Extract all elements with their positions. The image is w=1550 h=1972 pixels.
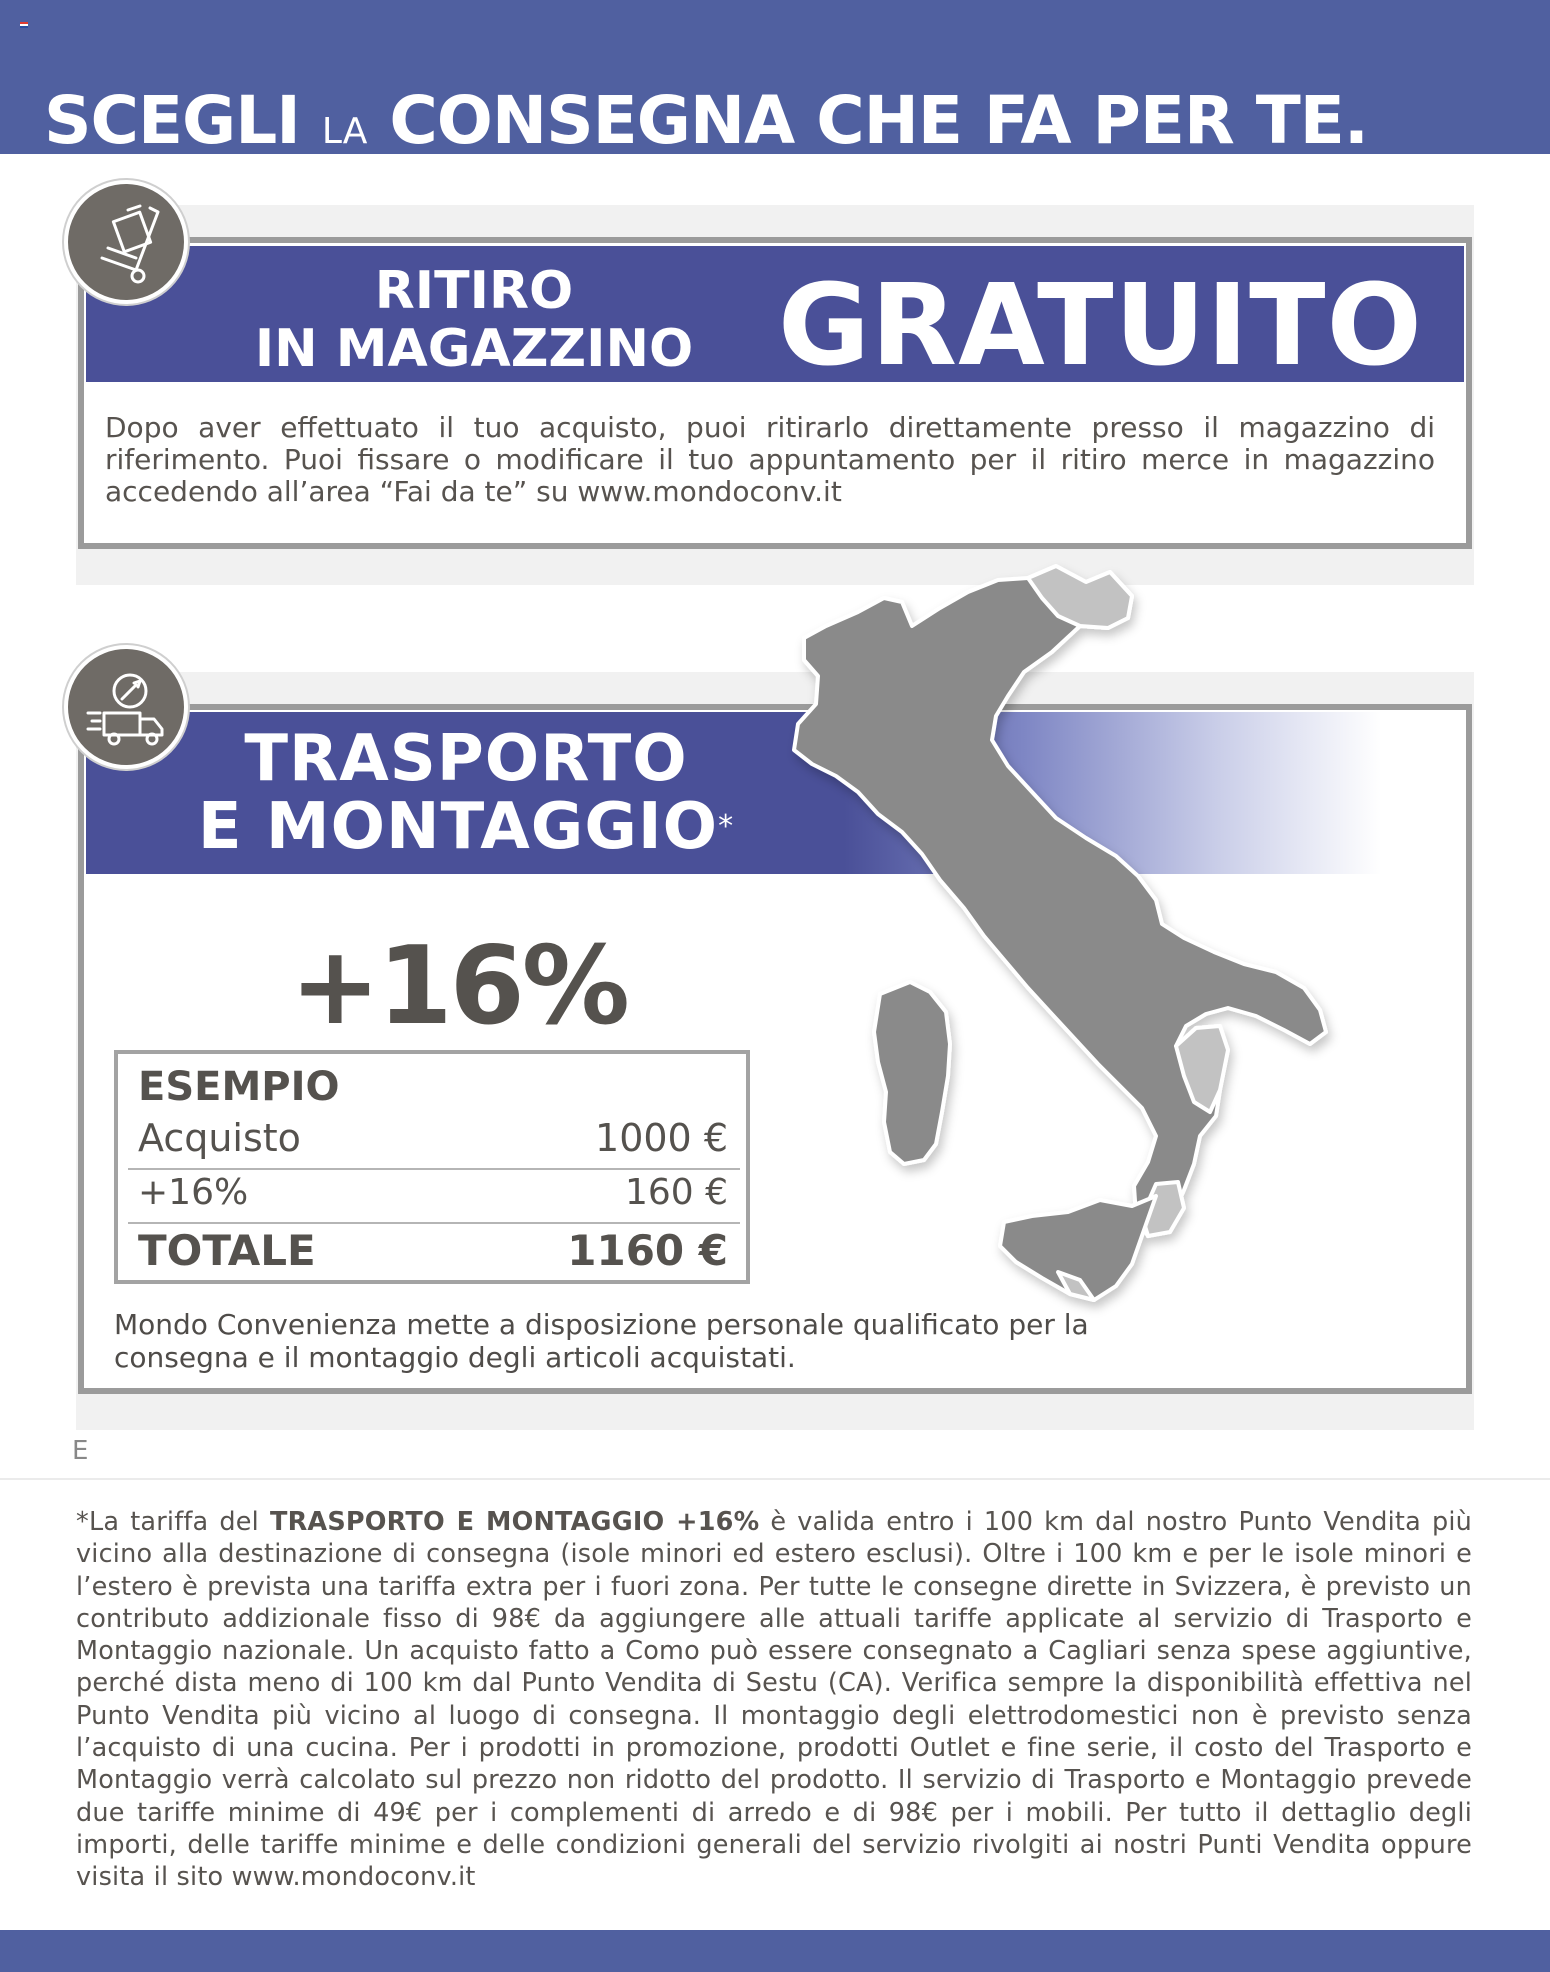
percent-value: +16%: [290, 924, 627, 1049]
row-value: 1160 €: [567, 1226, 728, 1275]
row-divider: [128, 1222, 740, 1224]
headline-part2: CONSEGNA CHE FA PER TE.: [389, 82, 1368, 159]
page-headline: [44, 82, 1368, 159]
footer-band: [0, 1930, 1550, 1972]
italy-map: [780, 556, 1440, 1346]
row-value: 160 €: [624, 1172, 728, 1213]
sardinia-shape: [874, 982, 950, 1164]
table-row: [138, 1116, 728, 1160]
trasporto-title-line1: TRASPORTO: [244, 722, 688, 796]
trasporto-description: Mondo Convenienza mette a disposizione personale qualificato per la consegna e il montaggio degli articoli acquistati.: [114, 1308, 1089, 1374]
ritiro-description: Dopo aver effettuato il tuo acquisto, puoi ritirarlo direttamente presso il magazzino di riferimento. Puoi fissare o modificare il tuo appuntamento per il ritiro merce in magazzino accedendo all’area “Fai da te” su www.mondoconv.it: [105, 411, 1435, 508]
example-table: [114, 1050, 750, 1284]
footnote-intro: *La tariffa del: [76, 1507, 259, 1537]
example-heading-row: [138, 1064, 728, 1110]
footnote-text: è valida entro i 100 km dal nostro Punto Vendita più vicino alla destinazione di consegna (isole minori ed estero esclusi). Oltre i 100 km e per le isole minori e l’estero è prevista una tariffa extra per i fuori zona. Per tutte le consegne dirette in Svizzera, è previsto un contributo addizionale fisso di 98€ da aggiungere alle attuali tariffe applicate al servizio di Trasporto e Montaggio nazionale. Un acquisto fatto a Como può essere consegnato a Cagliari senza spese aggiuntive, perché dista meno di 100 km dal Punto Vendita di Sestu (CA). Verifica sempre la disponibilità effettiva nel Punto Vendita più vicino al luogo di consegna. Il montaggio degli elettrodomestici non è previsto senza l’acquisto di una cucina. Per i prodotti in promozione, prodotti Outlet e fine serie, il costo del Trasporto e Montaggio verrà calcolato sul prezzo non ridotto del prodotto. Il servizio di Trasporto e Montaggio prevede due tariffe minime di 49€ per i complementi di arredo e di 98€ per i mobili. Per tutto il dettaglio degli importi, delle tariffe minime e delle condizioni generali del servizio rivolgiti ai nostri Punti Vendita oppure visita il sito www.mondoconv.it: [76, 1507, 1472, 1893]
ritiro-title: [224, 262, 724, 378]
delivery-truck-wrench-icon: [64, 645, 188, 769]
header-band: [0, 0, 1550, 159]
trasporto-title-line2-wrap: [186, 790, 746, 864]
ritiro-highlight: GRATUITO: [778, 261, 1423, 391]
row-label: +16%: [138, 1172, 249, 1213]
row-value: 1000 €: [595, 1116, 728, 1160]
ritiro-title-line2: IN MAGAZZINO: [254, 319, 694, 379]
trasporto-title-line2: E MONTAGGIO: [197, 790, 719, 864]
table-row: [138, 1226, 728, 1275]
trasporto-title: [186, 722, 746, 864]
table-row: [138, 1172, 728, 1213]
footnote: [76, 1506, 1472, 1894]
row-label: Acquisto: [138, 1116, 301, 1160]
asterisk: *: [718, 809, 735, 844]
headline-small-word: LA: [321, 111, 368, 152]
row-divider: [128, 1168, 740, 1170]
headline-part1: SCEGLI: [44, 82, 300, 159]
hand-truck-icon: [64, 180, 188, 304]
italy-mainland-shape: [794, 566, 1326, 1236]
row-label: TOTALE: [138, 1226, 316, 1275]
footnote-bold: TRASPORTO E MONTAGGIO +16%: [269, 1507, 760, 1537]
divider: [0, 1478, 1550, 1480]
page-letter: E: [72, 1436, 89, 1466]
flag-icon: [20, 22, 28, 28]
example-heading: ESEMPIO: [138, 1064, 340, 1110]
ritiro-title-line1: RITIRO: [374, 261, 574, 321]
